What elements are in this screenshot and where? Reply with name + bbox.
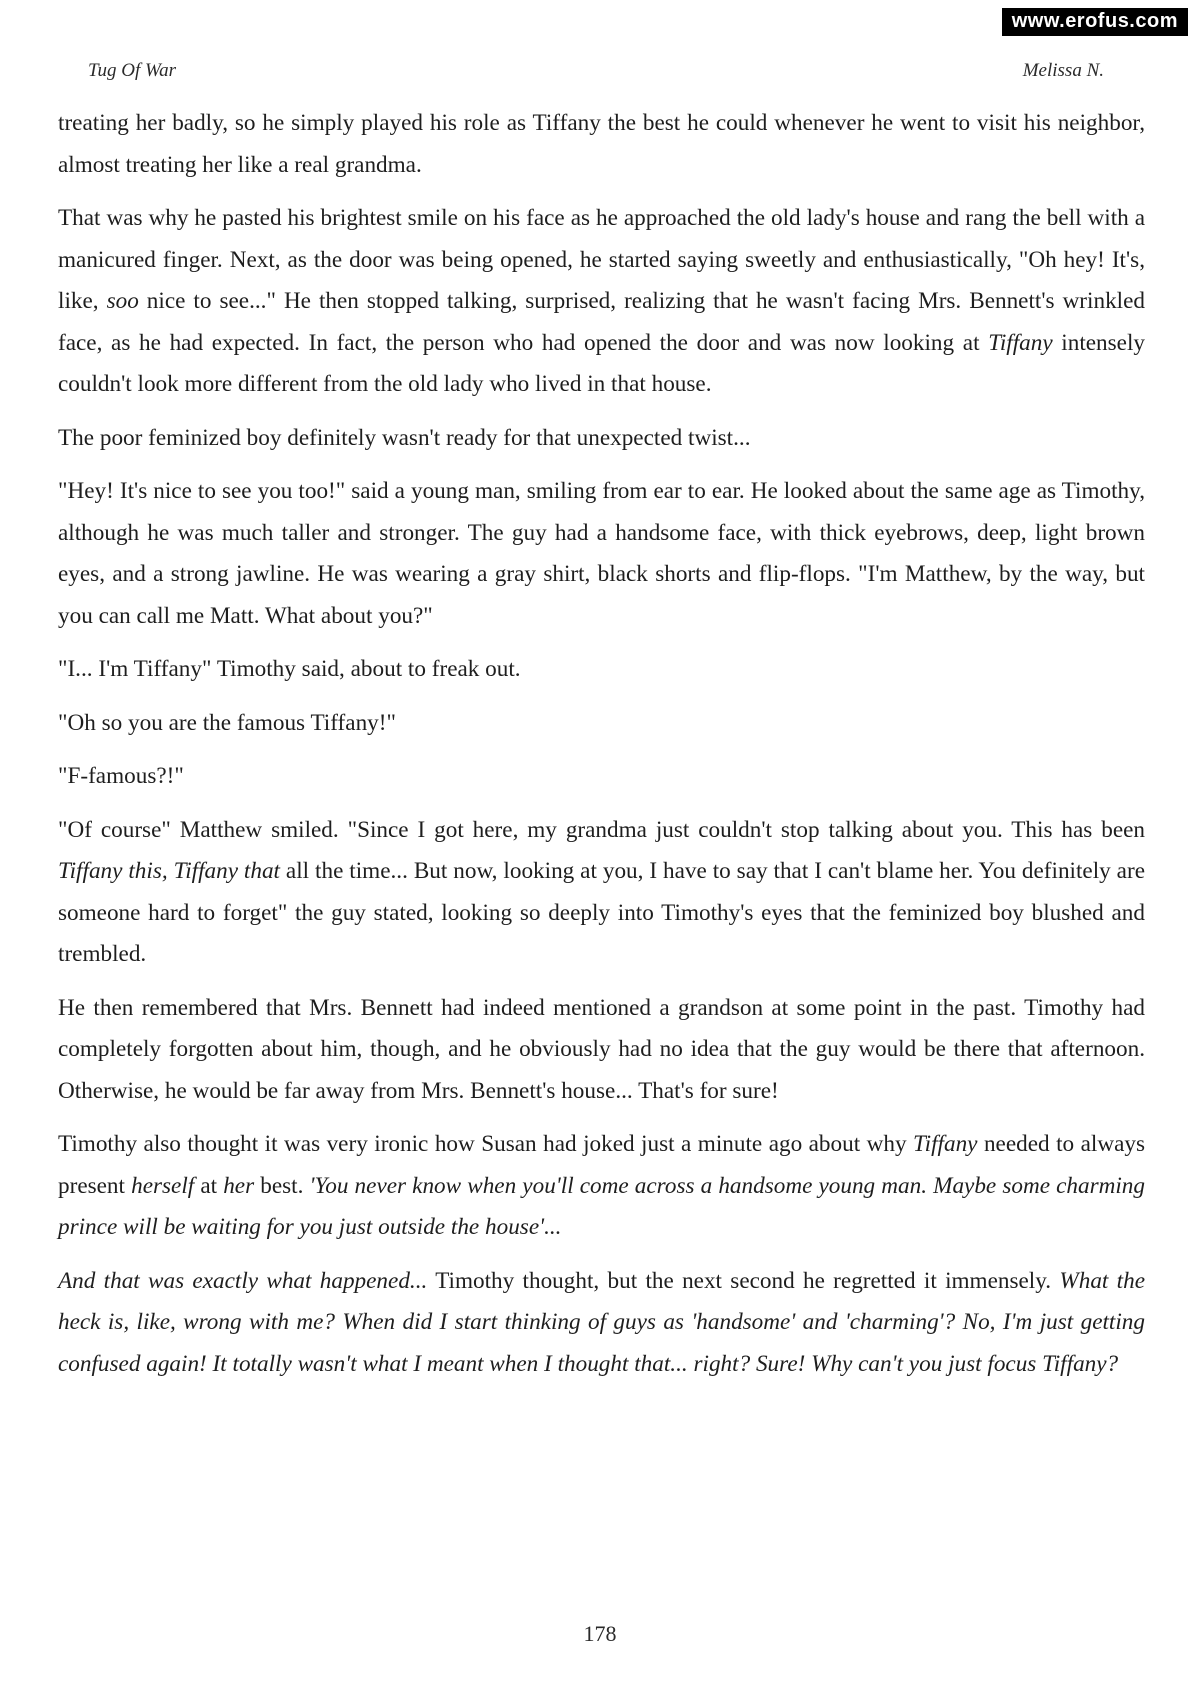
text-run: "Of course" Matthew smiled. "Since I got here, my grandma just couldn't stop talking about you. This has been [58,816,1145,843]
italic-text-run: her [223,1172,255,1199]
text-run: best. [254,1172,310,1199]
paragraph [58,1261,1145,1386]
paragraph [58,988,1145,1113]
author-name: Melissa N. [1022,60,1104,81]
text-run: intensely couldn't look more different from the old lady who lived in that house. [58,329,1146,397]
text-run: all the time... But now, looking at you, I have to say that I can't blame her. You definitely are someone hard to forget" the guy stated, looking so deeply into Timothy's eyes that the feminized boy blushed and trembled. [58,858,1145,967]
text-run: That was why he pasted his brightest smile on his face as he approached the old lady's house and rang the bell with a manicured finger. Next, as the door was being opened, he started saying sweetly and enthusiastically, "Oh hey! It's, like, [58,205,1145,314]
text-run: Timothy thought, but the next second he regretted it immensely. [427,1267,1060,1294]
text-run: "Oh so you are the famous Tiffany!" [58,709,396,736]
text-run: "Hey! It's nice to see you too!" said a young man, smiling from ear to ear. He looked about the same age as Timothy, although he was much taller and stronger. The guy had a handsome face, with thick eyebrows, deep, light brown eyes, and a strong jawline. He was wearing a gray shirt, black shorts and flip-flops. "I'm Matthew, by the way, but you can call me Matt. What about you?" [58,478,1145,629]
site-watermark: www.erofus.com [1002,8,1188,36]
paragraph [58,418,1145,460]
page-body-text [58,103,1145,1397]
book-title: Tug Of War [88,60,176,81]
text-run: He then remembered that Mrs. Bennett had indeed mentioned a grandson at some point in the past. Timothy had completely forgotten about him, though, and he obviously had no idea that the guy would be there that afternoon. Otherwise, he would be far away from Mrs. Bennett's house... That's for sure! [58,994,1145,1104]
paragraph [58,649,1145,691]
paragraph [58,1124,1145,1249]
paragraph [58,756,1145,798]
paragraph [58,703,1145,745]
page-number: 178 [583,1621,617,1646]
running-header [88,60,1104,86]
italic-text-run: Tiffany [988,329,1053,356]
text-run: "F-famous?!" [58,763,184,789]
text-run: "I... I'm Tiffany" Timothy said, about to freak out. [58,656,521,682]
text-run: Timothy also thought it was very ironic how Susan had joked just a minute ago about why [58,1131,914,1157]
italic-text-run: And that was exactly what happened... [58,1267,428,1294]
italic-text-run: Tiffany [913,1131,978,1157]
italic-text-run: soo [106,288,139,314]
paragraph [58,810,1145,976]
italic-text-run: What the heck is, like, wrong with me? When did I start thinking of guys as 'handsome' and 'charming'? No, I'm just getting confused again! It totally wasn't what I meant when I thought that... right? Sure! Why can't you just focus Tiffany? [58,1267,1145,1377]
italic-text-run: 'You never know when you'll come across a handsome young man. Maybe some charming prince will be waiting for you just outside the house'... [58,1172,1145,1240]
paragraph [58,198,1145,406]
paragraph [58,103,1145,186]
text-run: at [194,1172,224,1199]
paragraph [58,471,1145,637]
italic-text-run: Tiffany this, Tiffany that [58,858,280,884]
text-run: The poor feminized boy definitely wasn't ready for that unexpected twist... [58,424,751,451]
text-run: needed to always present [58,1131,1145,1199]
text-run: nice to see..." He then stopped talking, surprised, realizing that he wasn't facing Mrs. Bennett's wrinkled face, as he had expected. In fact, the person who had opened the door and was now looking at [58,288,1145,356]
italic-text-run: herself [131,1172,195,1199]
text-run: treating her badly, so he simply played his role as Tiffany the best he could whenever he went to visit his neighbor, almost treating her like a real grandma. [58,110,1145,178]
